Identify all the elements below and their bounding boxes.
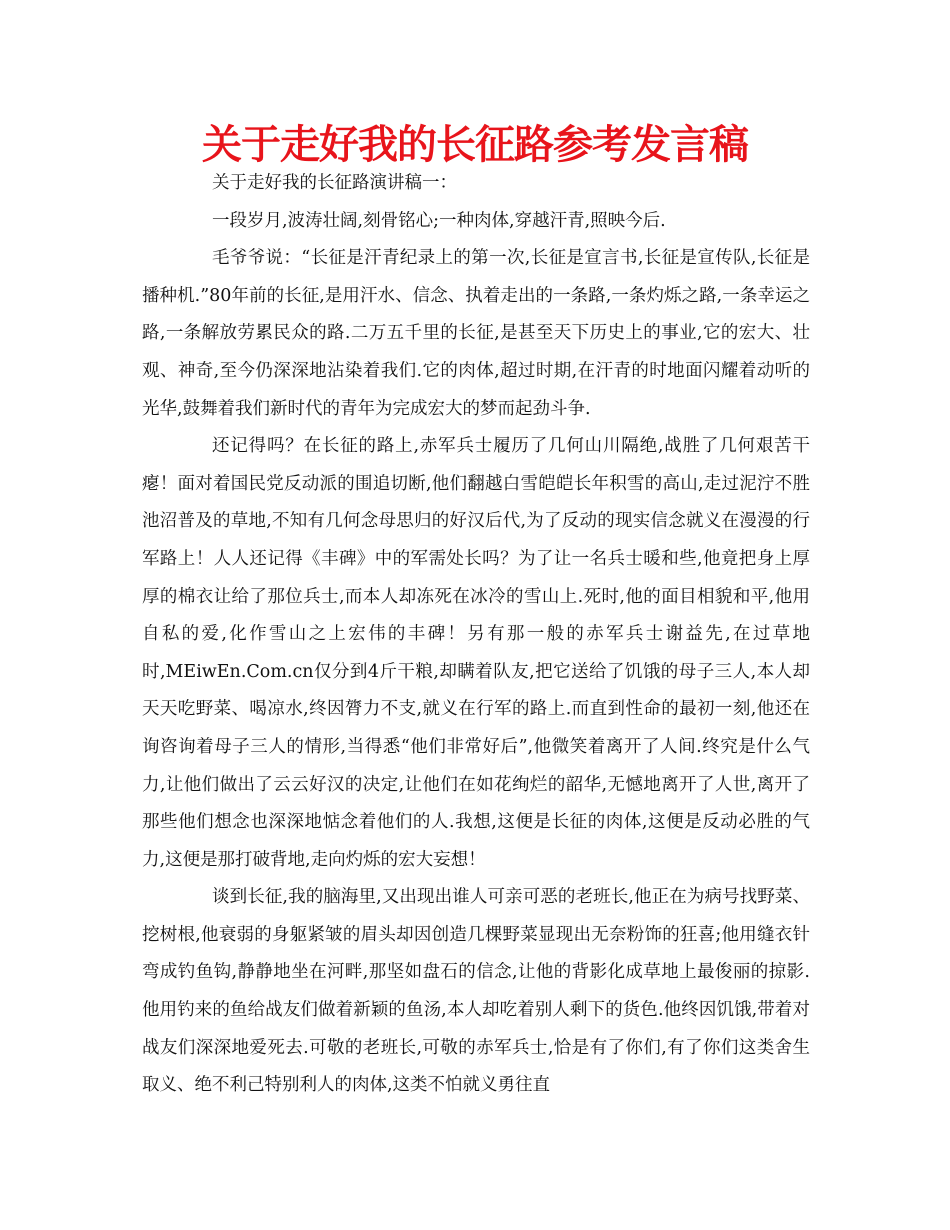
paragraph: 还记得吗？在长征的路上,赤军兵士履历了几何山川隔绝,战胜了几何艰苦干瘪！面对着国民党反动派的围追切断,他们翻越白雪皑皑长年积雪的高山,走过泥泞不胜池沼普及的草地,不知有几何念母思归的好汉后代,为了反动的现实信念就义在漫漫的行军路上！人人还记得《丰碑》中的军需处长吗？为了让一名兵士暖和些,他竟把身上厚厚的棉衣让给了那位兵士,而本人却冻死在冰冷的雪山上.死时,他的面目相貌和平,他用自私的爱,化作雪山之上宏伟的丰碑！另有那一般的赤军兵士谢益先,在过草地时,MEiwEn.Com.cn仅分到4斤干粮,却瞒着队友,把它送给了饥饿的母子三人,本人却天天吃野菜、喝凉水,终因膂力不支,就义在行军的路上.而直到性命的最初一刻,他还在询咨询着母子三人的情形,当得悉“他们非常好后”,他微笑着离开了人间.终究是什么气力,让他们做出了云云好汉的决定,让他们在如花绚烂的韶华,无憾地离开了人世,离开了那些他们想念也深深地惦念着他们的人.我想,这便是长征的肉体,这便是反动必胜的气力,这便是那打破背地,走向灼烁的宏大妄想！	[142, 436, 810, 870]
document-body	[142, 165, 810, 1105]
document-title: 关于走好我的长征路参考发言稿	[202, 122, 748, 168]
paragraph-heading: 关于走好我的长征路演讲稿一：	[212, 173, 457, 193]
paragraph: 谈到长征,我的脑海里,又出现出谁人可亲可恶的老班长,他正在为病号找野菜、挖树根,他衰弱的身躯紧皱的眉头却因创造几棵野菜显现出无奈粉饰的狂喜;他用缝衣针弯成钓鱼钩,静静地坐在河畔,那坚如盘石的信念,让他的背影化成草地上最俊丽的掠影.他用钓来的鱼给战友们做着新颖的鱼汤,本人却吃着别人剩下的货色.他终因饥饿,带着对战友们深深地爱死去.可敬的老班长,可敬的赤军兵士,恰是有了你们,有了你们这类舍生取义、绝不利己特别利人的肉体,这类不怕就义勇往直	[142, 887, 810, 1096]
paragraph: 一段岁月,波涛壮阔,刻骨铭心;一种肉体,穿越汗青,照映今后.	[212, 210, 666, 231]
paragraph: 毛爷爷说：“长征是汗青纪录上的第一次,长征是宣言书,长征是宣传队,长征是播种机.”80年前的长征,是用汗水、信念、执着走出的一条路,一条灼烁之路,一条幸运之路,一条解放劳累民众的路.二万五千里的长征,是甚至天下历史上的事业,它的宏大、壮观、神奇,至今仍深深地沾染着我们.它的肉体,超过时期,在汗青的时地面闪耀着动听的光华,鼓舞着我们新时代的青年为完成宏大的梦而起劲斗争.	[142, 248, 810, 419]
